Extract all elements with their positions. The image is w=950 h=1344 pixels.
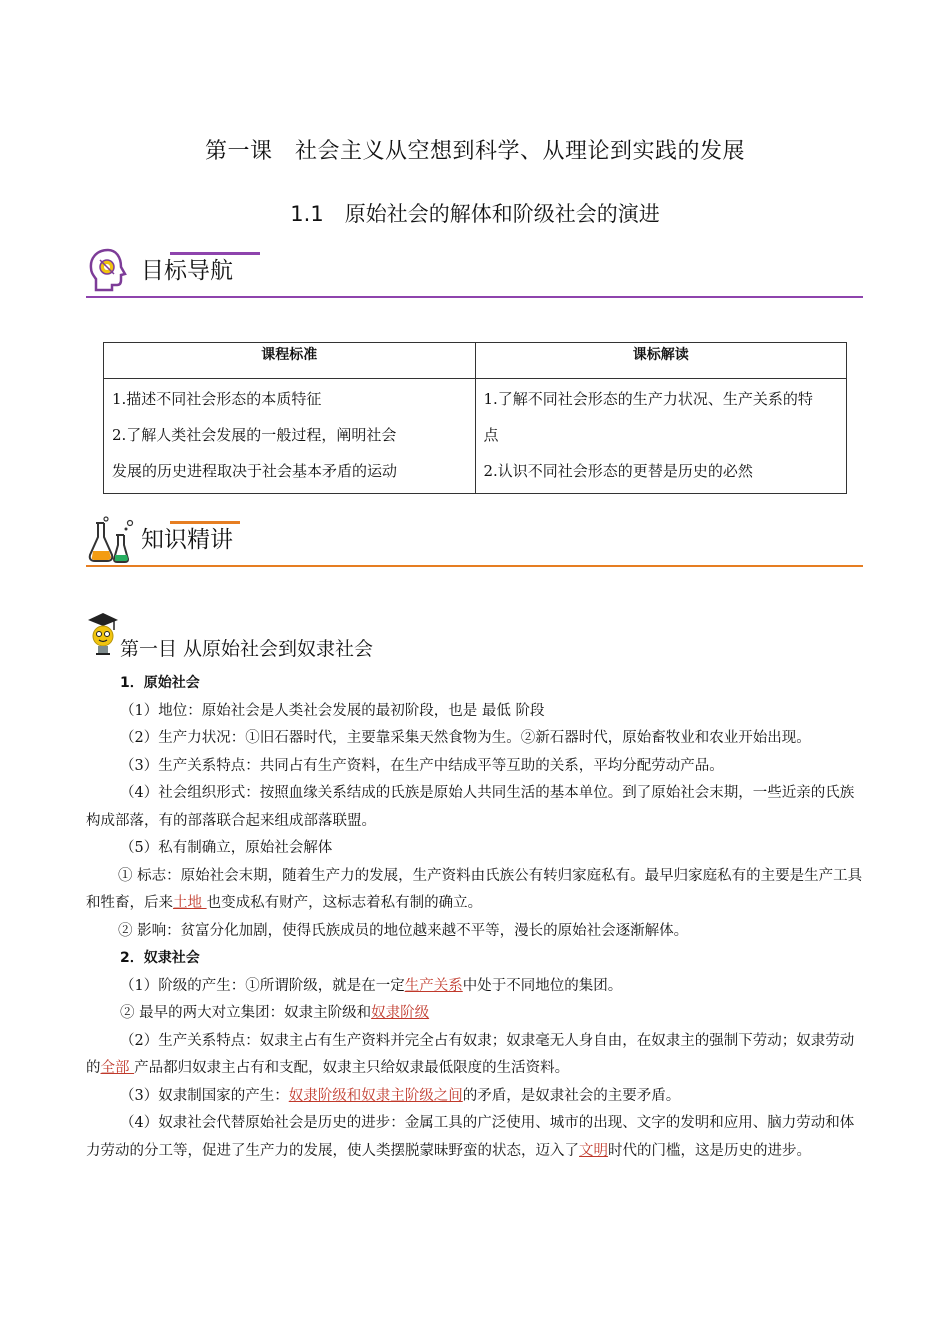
table-header-standard: 课程标准 (104, 343, 476, 379)
fill-blank-answer: 奴隶阶级和奴隶主阶级之间 (288, 1087, 463, 1104)
graduate-bulb-icon (86, 610, 120, 662)
flask-icon (86, 515, 136, 569)
content-paragraph: （2）生产力状况：①旧石器时代，主要靠采集天然食物为生。②新石器时代，原始畜牧业和农业开始出现。 (120, 730, 811, 746)
content-paragraph (86, 1110, 864, 1165)
section-goal-label: 目标导航 (141, 258, 233, 284)
fill-blank-answer: 全部 (100, 1060, 135, 1076)
table-row (104, 379, 847, 494)
content-paragraph (86, 1000, 864, 1028)
section-divider (86, 296, 863, 298)
content-paragraph: （3）生产关系特点：共同占有生产资料，在生产中结成平等互助的关系，平均分配劳动产品。 (120, 757, 724, 774)
content-paragraph: （5）私有制确立，原始社会解体 (120, 840, 333, 856)
text-span: （4）奴隶社会代替原始社会是历史的进步：金属工具的广泛使用、城市的出现、文字的发明和应用、脑力劳动和体力劳动的分工等，促进了生产力的发展，使人类摆脱蒙昧野蛮的状态，迈入了 (86, 1115, 855, 1159)
subsection-label: 第一目 从原始社会到奴隶社会 (120, 638, 374, 660)
content-paragraph: （4）社会组织形式：按照血缘关系结成的氏族是原始人共同生活的基本单位。到了原始社会末期，一些近亲的氏族构成部落，有的部落联合起来组成部落联盟。 (86, 785, 855, 829)
fill-blank-answer: 生产关系 (404, 977, 463, 994)
table-cell-line: 1.描述不同社会形态的本质特征 (112, 390, 322, 408)
content-paragraph: （1）地位：原始社会是人类社会发展的最初阶段，也是 最低 阶段 (120, 702, 545, 719)
page-title: 第一课 社会主义从空想到科学、从理论到实践的发展 (204, 139, 745, 164)
section-knowledge-header (86, 515, 863, 567)
text-span: 也变成私有财产，这标志着私有制的确立。 (206, 895, 483, 911)
text-span: 产品都归奴隶主占有和支配，奴隶主只给奴隶最低限度的生活资料。 (134, 1060, 570, 1076)
content-body (86, 670, 864, 1165)
text-span: （1）阶级的产生：①所谓阶级，就是在一定 (120, 977, 405, 994)
fill-blank-answer: 文明 (579, 1142, 608, 1159)
text-span: 时代的门槛，这是历史的进步。 (608, 1142, 811, 1159)
content-heading: 2．奴隶社会 (120, 950, 200, 966)
content-paragraph (86, 1083, 864, 1111)
table-header-interpretation: 课标解读 (475, 343, 847, 379)
content-paragraph (86, 1028, 864, 1083)
content-paragraph: ② 影响：贫富分化加剧，使得氏族成员的地位越来越不平等，漫长的原始社会逐渐解体。 (118, 922, 689, 939)
content-paragraph (86, 973, 864, 1001)
page-subtitle: 1.1 原始社会的解体和阶级社会的演进 (290, 202, 660, 226)
fill-blank-answer: 奴隶阶级 (371, 1005, 430, 1021)
table-cell-line: 2.认识不同社会形态的更替是历史的必然 (483, 462, 753, 480)
subsection-header (86, 610, 686, 658)
content-paragraph (86, 863, 864, 918)
text-span: ① 标志：原始社会末期，随着生产力的发展，生产资料由氏族公有转归家庭私有。最早归家庭私有的主要是生产工具和牲畜，后来 (86, 867, 863, 911)
section-divider (86, 565, 863, 567)
content-heading: 1．原始社会 (120, 675, 200, 691)
text-span: （3）奴隶制国家的产生： (120, 1087, 289, 1104)
table-cell-line: 发展的历史进程取决于社会基本矛盾的运动 (112, 462, 398, 480)
table-cell-interpretation (475, 379, 847, 494)
table-cell-line: 点 (483, 426, 499, 444)
head-gear-icon (86, 246, 130, 298)
table-cell-standard (104, 379, 476, 494)
table-cell-line: 2.了解人类社会发展的一般过程，阐明社会 (112, 426, 397, 444)
text-span: 的矛盾，是奴隶社会的主要矛盾。 (462, 1087, 681, 1104)
fill-blank-answer: 土地 (173, 895, 207, 911)
text-span: ② 最早的两大对立集团：奴隶主阶级和 (120, 1005, 372, 1021)
section-knowledge-label: 知识精讲 (141, 527, 233, 553)
text-span: （2）生产关系特点：奴隶主占有生产资料并完全占有奴隶；奴隶毫无人身自由，在奴隶主的强制下劳动；奴隶劳动的 (86, 1032, 855, 1076)
goal-table (103, 342, 847, 494)
table-cell-line: 1.了解不同社会形态的生产力状况、生产关系的特 (483, 390, 813, 408)
text-span: 中处于不同地位的集团。 (462, 977, 623, 994)
section-goal-header (86, 246, 863, 298)
